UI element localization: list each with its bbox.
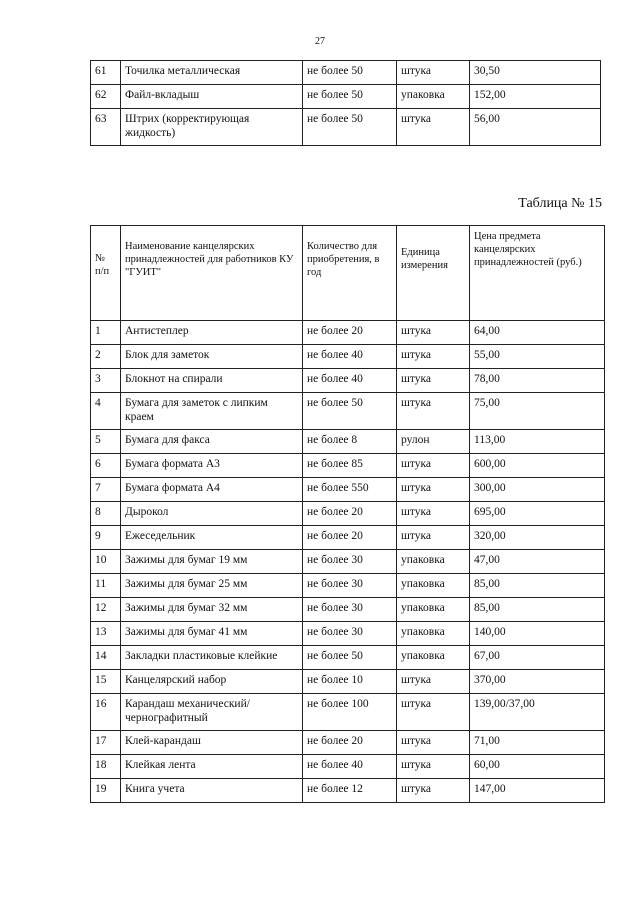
row-num: 18 xyxy=(91,755,121,779)
table-row xyxy=(91,550,605,574)
row-num: 9 xyxy=(91,526,121,550)
row-unit: штука xyxy=(397,109,470,146)
row-unit: упаковка xyxy=(397,598,470,622)
row-unit: упаковка xyxy=(397,622,470,646)
row-qty: не более 550 xyxy=(303,478,397,502)
row-num: 2 xyxy=(91,345,121,369)
row-unit: упаковка xyxy=(397,646,470,670)
row-qty: не более 50 xyxy=(303,85,397,109)
row-price: 139,00/37,00 xyxy=(470,694,605,731)
row-price: 56,00 xyxy=(470,109,601,146)
row-name: Дырокол xyxy=(121,502,303,526)
row-unit: штука xyxy=(397,731,470,755)
row-name: Клей-карандаш xyxy=(121,731,303,755)
row-price: 300,00 xyxy=(470,478,605,502)
row-num: 63 xyxy=(91,109,121,146)
row-name: Канцелярский набор xyxy=(121,670,303,694)
row-name: Блокнот на спирали xyxy=(121,369,303,393)
row-num: 4 xyxy=(91,393,121,430)
row-qty: не более 20 xyxy=(303,321,397,345)
row-price: 55,00 xyxy=(470,345,605,369)
page-number: 27 xyxy=(315,36,325,47)
row-unit: штука xyxy=(397,694,470,731)
row-qty: не более 20 xyxy=(303,731,397,755)
row-price: 85,00 xyxy=(470,574,605,598)
row-qty: не более 50 xyxy=(303,61,397,85)
table-row xyxy=(91,646,605,670)
row-name: Закладки пластиковые клейкие xyxy=(121,646,303,670)
row-price: 147,00 xyxy=(470,779,605,803)
main-table xyxy=(90,225,605,803)
row-unit: штука xyxy=(397,526,470,550)
header-qty: Количество для приобретения, в год xyxy=(303,226,397,321)
row-price: 60,00 xyxy=(470,755,605,779)
row-num: 16 xyxy=(91,694,121,731)
row-price: 370,00 xyxy=(470,670,605,694)
row-num: 11 xyxy=(91,574,121,598)
row-name: Клейкая лента xyxy=(121,755,303,779)
row-unit: штука xyxy=(397,393,470,430)
row-name: Точилка металлическая xyxy=(121,61,303,85)
row-name: Блок для заметок xyxy=(121,345,303,369)
row-name: Бумага для факса xyxy=(121,430,303,454)
row-price: 30,50 xyxy=(470,61,601,85)
row-unit: штука xyxy=(397,670,470,694)
row-unit: упаковка xyxy=(397,85,470,109)
row-qty: не более 85 xyxy=(303,454,397,478)
table-row xyxy=(91,454,605,478)
row-unit: штука xyxy=(397,779,470,803)
row-unit: штука xyxy=(397,321,470,345)
row-name: Бумага для заметок с липким краем xyxy=(121,393,303,430)
row-unit: штука xyxy=(397,478,470,502)
row-price: 152,00 xyxy=(470,85,601,109)
table-row xyxy=(91,502,605,526)
row-num: 5 xyxy=(91,430,121,454)
row-name: Зажимы для бумаг 25 мм xyxy=(121,574,303,598)
table-row xyxy=(91,369,605,393)
row-qty: не более 20 xyxy=(303,502,397,526)
row-unit: штука xyxy=(397,755,470,779)
row-qty: не более 50 xyxy=(303,646,397,670)
row-qty: не более 12 xyxy=(303,779,397,803)
row-unit: штука xyxy=(397,61,470,85)
header-unit: Единица измерения xyxy=(397,226,470,321)
table-row xyxy=(91,478,605,502)
row-price: 85,00 xyxy=(470,598,605,622)
table-row xyxy=(91,85,601,109)
row-name: Бумага формата А4 xyxy=(121,478,303,502)
row-qty: не более 8 xyxy=(303,430,397,454)
row-qty: не более 20 xyxy=(303,526,397,550)
row-num: 6 xyxy=(91,454,121,478)
row-num: 61 xyxy=(91,61,121,85)
row-qty: не более 10 xyxy=(303,670,397,694)
table-row xyxy=(91,670,605,694)
row-num: 62 xyxy=(91,85,121,109)
row-num: 8 xyxy=(91,502,121,526)
row-name: Карандаш механический/чернографитный xyxy=(121,694,303,731)
row-qty: не более 50 xyxy=(303,109,397,146)
row-qty: не более 30 xyxy=(303,622,397,646)
row-price: 75,00 xyxy=(470,393,605,430)
table-row xyxy=(91,694,605,731)
row-qty: не более 100 xyxy=(303,694,397,731)
table-row xyxy=(91,345,605,369)
row-price: 600,00 xyxy=(470,454,605,478)
row-unit: упаковка xyxy=(397,550,470,574)
row-price: 67,00 xyxy=(470,646,605,670)
row-unit: рулон xyxy=(397,430,470,454)
table-row xyxy=(91,526,605,550)
row-name: Ежеседельник xyxy=(121,526,303,550)
row-num: 15 xyxy=(91,670,121,694)
row-unit: штука xyxy=(397,369,470,393)
header-price: Цена предмета канцелярских принадлежностей (руб.) xyxy=(470,226,605,321)
row-name: Штрих (корректирующая жидкость) xyxy=(121,109,303,146)
table-row xyxy=(91,393,605,430)
row-price: 64,00 xyxy=(470,321,605,345)
row-name: Бумага формата А3 xyxy=(121,454,303,478)
row-price: 140,00 xyxy=(470,622,605,646)
row-name: Файл-вкладыш xyxy=(121,85,303,109)
prev-table xyxy=(90,60,601,146)
row-unit: штука xyxy=(397,345,470,369)
header-num: № п/п xyxy=(91,226,121,321)
table-row xyxy=(91,61,601,85)
row-num: 14 xyxy=(91,646,121,670)
table-row xyxy=(91,779,605,803)
header-row xyxy=(91,226,605,321)
row-num: 10 xyxy=(91,550,121,574)
row-price: 71,00 xyxy=(470,731,605,755)
row-qty: не более 40 xyxy=(303,755,397,779)
row-name: Книга учета xyxy=(121,779,303,803)
table-row xyxy=(91,755,605,779)
row-qty: не более 40 xyxy=(303,345,397,369)
table-row xyxy=(91,430,605,454)
table-row xyxy=(91,622,605,646)
row-qty: не более 30 xyxy=(303,574,397,598)
row-name: Антистеплер xyxy=(121,321,303,345)
header-name: Наименование канцелярских принадлежностей для работников КУ "ГУИТ" xyxy=(121,226,303,321)
table-caption: Таблица № 15 xyxy=(518,196,602,211)
table-row xyxy=(91,109,601,146)
row-qty: не более 30 xyxy=(303,550,397,574)
row-unit: штука xyxy=(397,502,470,526)
row-price: 113,00 xyxy=(470,430,605,454)
table-row xyxy=(91,321,605,345)
row-name: Зажимы для бумаг 19 мм xyxy=(121,550,303,574)
row-num: 12 xyxy=(91,598,121,622)
row-num: 19 xyxy=(91,779,121,803)
row-unit: упаковка xyxy=(397,574,470,598)
row-qty: не более 50 xyxy=(303,393,397,430)
row-num: 7 xyxy=(91,478,121,502)
row-name: Зажимы для бумаг 41 мм xyxy=(121,622,303,646)
row-num: 1 xyxy=(91,321,121,345)
row-num: 3 xyxy=(91,369,121,393)
row-price: 695,00 xyxy=(470,502,605,526)
row-price: 78,00 xyxy=(470,369,605,393)
row-qty: не более 30 xyxy=(303,598,397,622)
row-unit: штука xyxy=(397,454,470,478)
row-qty: не более 40 xyxy=(303,369,397,393)
table-row xyxy=(91,598,605,622)
row-name: Зажимы для бумаг 32 мм xyxy=(121,598,303,622)
row-price: 320,00 xyxy=(470,526,605,550)
row-num: 17 xyxy=(91,731,121,755)
table-row xyxy=(91,574,605,598)
row-price: 47,00 xyxy=(470,550,605,574)
row-num: 13 xyxy=(91,622,121,646)
table-row xyxy=(91,731,605,755)
